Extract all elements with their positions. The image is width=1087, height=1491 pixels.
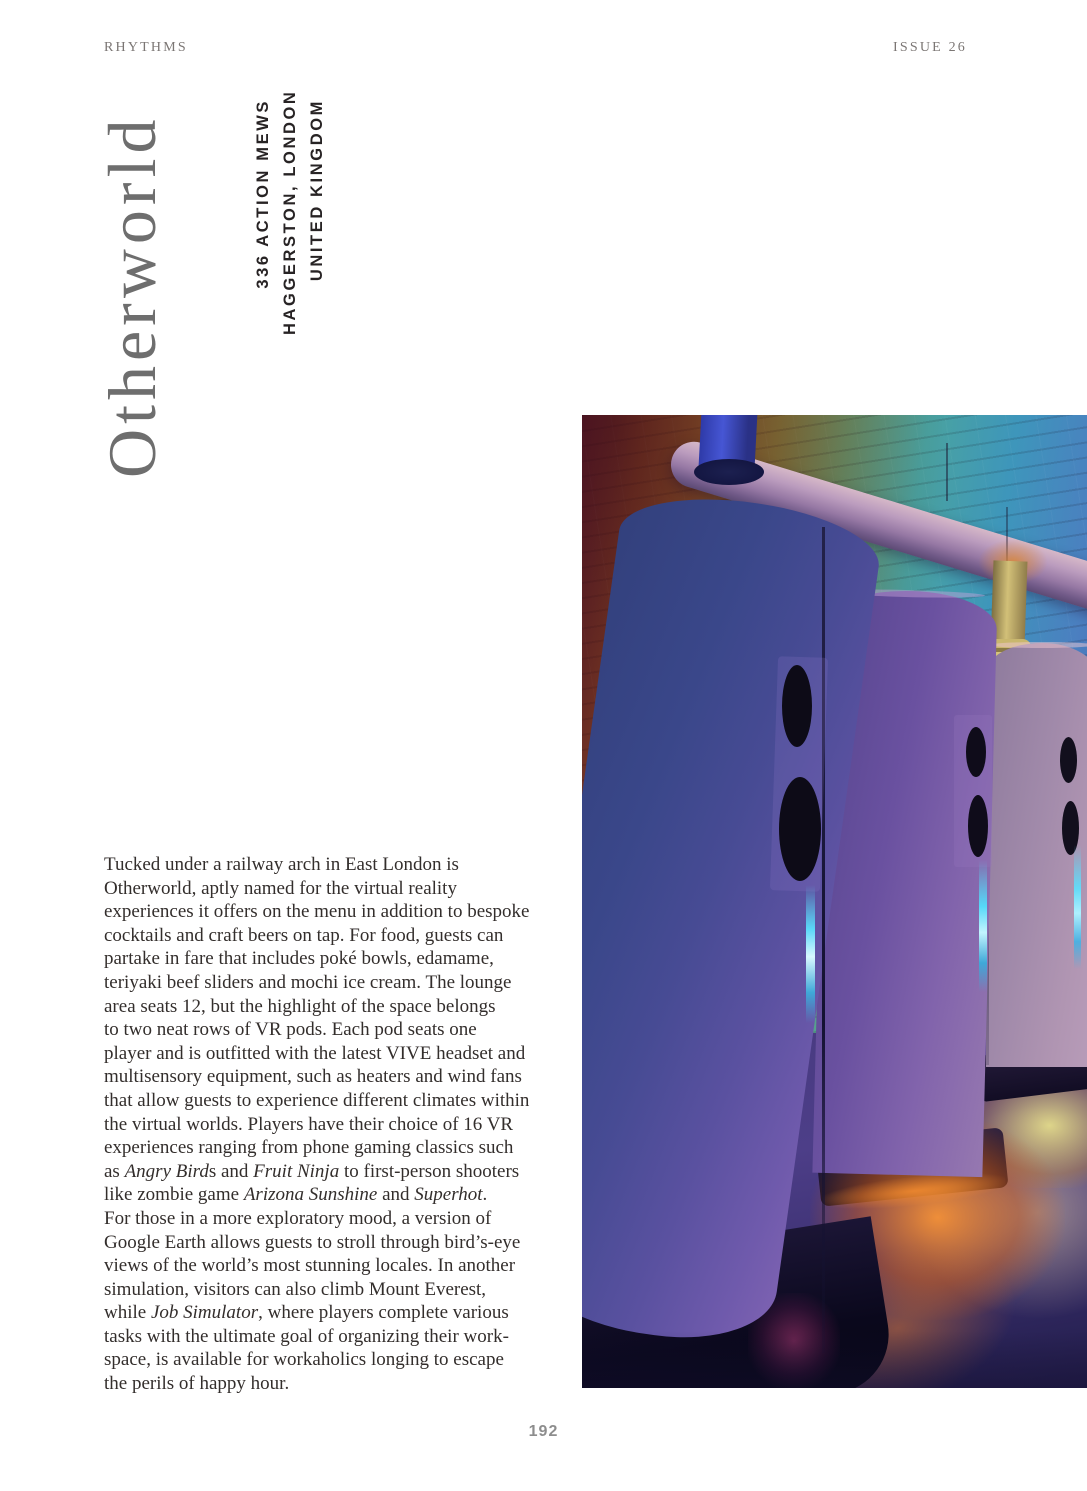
vr-pod-3-light-strip [1074, 845, 1081, 969]
body-line: Otherworld, aptly named for the virtual reality [104, 877, 457, 899]
page-number: 192 [528, 1423, 559, 1440]
vr-pod-2-speaker-hole [966, 727, 986, 777]
vr-pod-3 [986, 643, 1087, 1067]
photo-floor-shadow [582, 1331, 1087, 1388]
body-line: partake in fare that includes poké bowls, edamame, [104, 948, 494, 970]
vr-pod-2-light-strip [979, 860, 987, 992]
body-line: that allow guests to experience different climates within [104, 1089, 530, 1111]
vr-pod-3-rim [989, 642, 1087, 648]
running-head-issue: ISSUE 26 [893, 40, 967, 55]
article-address [250, 89, 331, 335]
vr-pod-1-light-strip [806, 885, 815, 1023]
article-photo [582, 415, 1087, 1388]
body-line: cocktails and craft beers on tap. For food, guests can [104, 924, 504, 946]
body-line: the perils of happy hour. [104, 1373, 290, 1395]
body-line: experiences ranging from phone gaming classics such [104, 1137, 514, 1159]
article-title: Otherworld [94, 114, 170, 478]
address-line: HAGGERSTON, LONDON [281, 89, 299, 335]
vr-pod-1-speaker-hole [779, 777, 821, 881]
body-line: to two neat rows of VR pods. Each pod seats one [104, 1019, 477, 1041]
body-line: multisensory equipment, such as heaters and wind fans [104, 1066, 522, 1088]
body-line: space, is available for workaholics longing to escape [104, 1349, 504, 1371]
vr-pod-3-speaker-hole [1060, 737, 1077, 783]
photo-blue-pipe-elbow [694, 459, 764, 485]
body-line: while Job Simulator, where players complete various [104, 1302, 509, 1324]
body-line: simulation, visitors can also climb Mount Everest, [104, 1278, 487, 1300]
body-line: tasks with the ultimate goal of organizing their work- [104, 1325, 509, 1347]
photo-hanging-wire [946, 443, 948, 501]
address-line: UNITED KINGDOM [308, 99, 326, 282]
body-line: like zombie game Arizona Sunshine and Superhot. [104, 1184, 488, 1206]
body-line: For those in a more exploratory mood, a version of [104, 1207, 492, 1229]
body-line: Tucked under a railway arch in East London is [104, 854, 459, 875]
body-line: views of the world’s most stunning locales. In another [104, 1255, 516, 1277]
vr-pod-1-speaker-hole [782, 665, 812, 747]
photo-pod-gap-line [822, 527, 825, 1353]
body-line: teriyaki beef sliders and mochi ice cream. The lounge [104, 971, 512, 993]
body-line: Google Earth allows guests to stroll through bird’s-eye [104, 1231, 521, 1253]
running-head-publication: RHYTHMS [104, 40, 188, 55]
body-line: player and is outfitted with the latest VIVE headset and [104, 1042, 526, 1064]
article-body [104, 853, 529, 1396]
body-line: experiences it offers on the menu in addition to bespoke [104, 901, 530, 923]
body-line: as Angry Birds and Fruit Ninja to first-person shooters [104, 1160, 520, 1182]
address-line: 336 ACTION MEWS [254, 99, 272, 289]
vr-pod-2-speaker-hole [968, 795, 988, 857]
body-line: the virtual worlds. Players have their choice of 16 VR [104, 1113, 514, 1135]
body-line: area seats 12, but the highlight of the space belongs [104, 995, 496, 1017]
